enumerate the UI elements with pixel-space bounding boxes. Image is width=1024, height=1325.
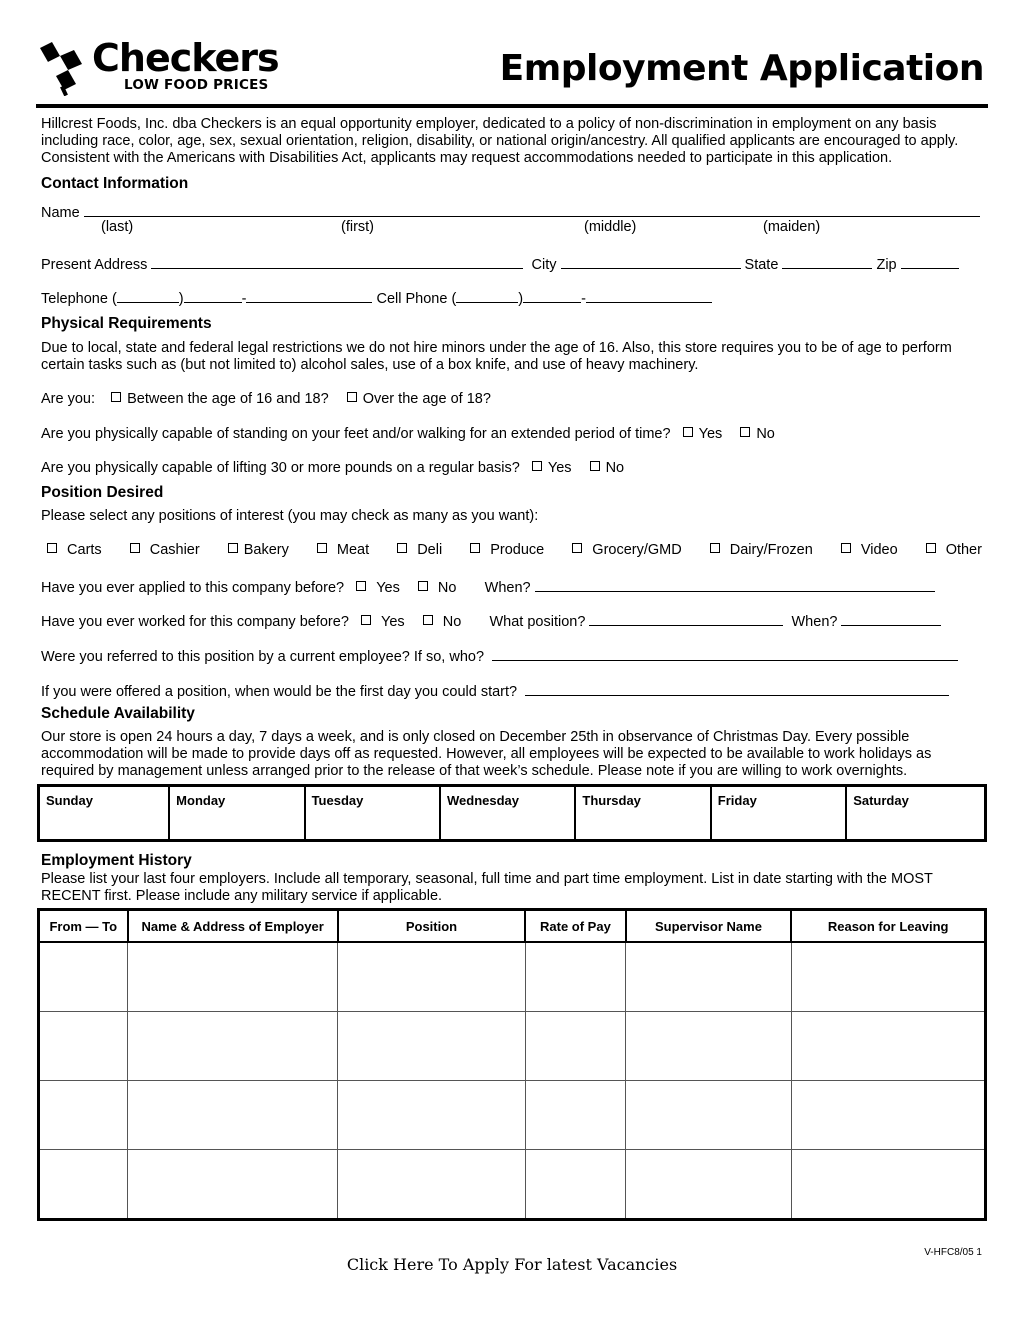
applied-yes-checkbox[interactable] bbox=[356, 581, 366, 591]
position-option-bakery[interactable] bbox=[228, 542, 289, 558]
position-option-meat[interactable] bbox=[317, 542, 369, 558]
standing-yes-label: Yes bbox=[698, 426, 723, 442]
table-row bbox=[39, 1012, 986, 1081]
worked-no-checkbox[interactable] bbox=[423, 615, 433, 625]
position-label: Deli bbox=[417, 542, 443, 558]
standing-row bbox=[41, 426, 775, 442]
history-cell[interactable] bbox=[525, 942, 625, 1012]
position-option-dairy-frozen[interactable] bbox=[710, 542, 813, 558]
applied-yes-label: Yes bbox=[376, 580, 400, 596]
table-row bbox=[39, 1150, 986, 1220]
name-label: Name bbox=[41, 205, 80, 221]
applied-when-label: When? bbox=[484, 580, 531, 596]
position-checkbox[interactable] bbox=[317, 543, 327, 553]
history-cell[interactable] bbox=[128, 1012, 338, 1081]
worked-when-label: When? bbox=[791, 614, 838, 630]
apply-vacancies-link[interactable]: Click Here To Apply For latest Vacancies bbox=[346, 1255, 678, 1274]
zip-input[interactable] bbox=[901, 254, 959, 269]
telephone-label: Telephone ( bbox=[41, 291, 117, 307]
address-input[interactable] bbox=[151, 254, 523, 269]
position-label: Produce bbox=[490, 542, 545, 558]
history-cell[interactable] bbox=[128, 942, 338, 1012]
age-16-18-checkbox[interactable] bbox=[111, 392, 121, 402]
name-field-row bbox=[41, 202, 980, 221]
applied-when-input[interactable] bbox=[535, 577, 935, 592]
intro-text: Hillcrest Foods, Inc. dba Checkers is an equal opportunity employer, dedicated to a policy of non-discrimination in employment on any basis including race, color, age, sex, sexual orientation, religion, disability, or national origin/ancestry. All qualified applicants are encouraged to apply. Consistent with the Americans with Disabilities Act, applicants may request accommodations needed to participate in this application. bbox=[41, 116, 959, 166]
physical-text: Due to local, state and federal legal restrictions we do not hire minors under the age of 16. Also, this store requires you to be of age to perform certain tasks such as (but not limited to) alcohol sales, use of a box knife, and use of heavy machinery. bbox=[41, 340, 952, 373]
worked-when-input[interactable] bbox=[841, 611, 941, 626]
schedule-day-wednesday[interactable]: Wednesday bbox=[440, 786, 575, 841]
history-cell[interactable] bbox=[525, 1081, 625, 1150]
age-label: Are you: bbox=[41, 391, 95, 407]
history-cell[interactable] bbox=[626, 1012, 792, 1081]
lifting-no-label: No bbox=[605, 460, 625, 476]
history-cell[interactable] bbox=[525, 1012, 625, 1081]
schedule-table bbox=[37, 784, 987, 842]
telephone-prefix-input[interactable] bbox=[184, 288, 242, 303]
history-cell[interactable] bbox=[791, 942, 985, 1012]
standing-no-label: No bbox=[756, 426, 775, 442]
schedule-day-sunday[interactable]: Sunday bbox=[39, 786, 170, 841]
position-option-produce[interactable] bbox=[470, 542, 544, 558]
position-option-cashier[interactable] bbox=[130, 542, 200, 558]
history-cell[interactable] bbox=[525, 1150, 625, 1220]
worked-yes-label: Yes bbox=[381, 614, 405, 630]
standing-question: Are you physically capable of standing on your feet and/or walking for an extended period of time? bbox=[41, 426, 671, 442]
col-rate-of-pay: Rate of Pay bbox=[525, 910, 625, 943]
col-supervisor: Supervisor Name bbox=[626, 910, 792, 943]
position-label: Carts bbox=[67, 542, 102, 558]
history-cell[interactable] bbox=[626, 1150, 792, 1220]
history-cell[interactable] bbox=[39, 942, 128, 1012]
schedule-day-monday[interactable]: Monday bbox=[169, 786, 304, 841]
schedule-heading: Schedule Availability bbox=[41, 705, 195, 722]
history-cell[interactable] bbox=[626, 1081, 792, 1150]
start-question: If you were offered a position, when would be the first day you could start? bbox=[41, 684, 518, 700]
position-checkbox[interactable] bbox=[841, 543, 851, 553]
position-label: Grocery/GMD bbox=[592, 542, 682, 558]
position-heading: Position Desired bbox=[41, 484, 164, 501]
worked-question: Have you ever worked for this company before? bbox=[41, 614, 349, 630]
position-checkbox[interactable] bbox=[572, 543, 582, 553]
history-cell[interactable] bbox=[791, 1081, 985, 1150]
applied-question: Have you ever applied to this company before? bbox=[41, 580, 345, 596]
history-cell[interactable] bbox=[39, 1012, 128, 1081]
position-options bbox=[47, 542, 982, 558]
lifting-row bbox=[41, 460, 624, 476]
schedule-day-saturday[interactable]: Saturday bbox=[846, 786, 985, 841]
position-checkbox[interactable] bbox=[397, 543, 407, 553]
table-row bbox=[39, 942, 986, 1012]
position-option-carts[interactable] bbox=[47, 542, 102, 558]
contact-heading: Contact Information bbox=[41, 175, 189, 192]
position-label: Video bbox=[860, 542, 898, 558]
col-from-to: From — To bbox=[39, 910, 128, 943]
history-cell[interactable] bbox=[338, 1012, 526, 1081]
position-option-other[interactable] bbox=[926, 542, 982, 558]
name-input[interactable] bbox=[84, 202, 980, 217]
position-option-video[interactable] bbox=[841, 542, 898, 558]
position-label: Dairy/Frozen bbox=[729, 542, 813, 558]
age-over-18-label: Over the age of 18? bbox=[362, 391, 491, 407]
history-cell[interactable] bbox=[791, 1150, 985, 1220]
lifting-yes-checkbox[interactable] bbox=[532, 461, 542, 471]
position-option-grocery[interactable] bbox=[572, 542, 681, 558]
worked-no-label: No bbox=[442, 614, 462, 630]
applied-no-label: No bbox=[437, 580, 457, 596]
name-part-middle: (middle) bbox=[584, 219, 637, 235]
name-part-maiden: (maiden) bbox=[763, 219, 821, 235]
address-row bbox=[41, 254, 959, 273]
telephone-line-input[interactable] bbox=[246, 288, 372, 303]
schedule-day-thursday[interactable]: Thursday bbox=[575, 786, 710, 841]
schedule-text: Our store is open 24 hours a day, 7 days a week, and is only closed on December 25th in observance of Christmas Day. Every possible accommodation will be made to provide days off as requested. However, all employees will be expected to be available to work holidays as required by management unless arranged prior to the release of that week’s schedule. Please note if you are willing to work overnights. bbox=[41, 729, 932, 779]
schedule-day-friday[interactable]: Friday bbox=[711, 786, 846, 841]
position-checkbox[interactable] bbox=[470, 543, 480, 553]
history-cell[interactable] bbox=[338, 942, 526, 1012]
worked-row bbox=[41, 611, 941, 630]
form-code: V-HFC8/05 1 bbox=[924, 1247, 982, 1258]
position-checkbox[interactable] bbox=[130, 543, 140, 553]
schedule-day-tuesday[interactable]: Tuesday bbox=[305, 786, 440, 841]
cell-line-input[interactable] bbox=[586, 288, 712, 303]
history-cell[interactable] bbox=[626, 942, 792, 1012]
physical-heading: Physical Requirements bbox=[41, 315, 212, 332]
col-position: Position bbox=[338, 910, 526, 943]
brand-tagline: LOW FOOD PRICES bbox=[124, 77, 269, 93]
name-part-last: (last) bbox=[101, 219, 134, 235]
lifting-yes-label: Yes bbox=[547, 460, 572, 476]
page-title: Employment Application bbox=[499, 48, 984, 89]
what-position-label: What position? bbox=[489, 614, 586, 630]
brand-name: Checkers bbox=[92, 36, 279, 80]
telephone-area-input[interactable] bbox=[117, 288, 179, 303]
history-cell[interactable] bbox=[128, 1150, 338, 1220]
lifting-no-checkbox[interactable] bbox=[590, 461, 600, 471]
zip-label: Zip bbox=[876, 257, 897, 273]
start-row bbox=[41, 681, 949, 700]
referred-row bbox=[41, 646, 958, 665]
age-16-18-label: Between the age of 16 and 18? bbox=[127, 391, 329, 407]
worked-yes-checkbox[interactable] bbox=[361, 615, 371, 625]
schedule-row bbox=[39, 786, 986, 841]
position-prompt: Please select any positions of interest (you may check as many as you want): bbox=[41, 508, 539, 524]
history-text: Please list your last four employers. Include all temporary, seasonal, full time and part time employment. List in date starting with the MOST RECENT first. Please include any military service if applicable. bbox=[41, 871, 933, 904]
history-cell[interactable] bbox=[338, 1150, 526, 1220]
employment-history-table bbox=[37, 908, 987, 1221]
what-position-input[interactable] bbox=[589, 611, 783, 626]
position-checkbox[interactable] bbox=[228, 543, 238, 553]
age-row bbox=[41, 391, 491, 407]
name-part-first: (first) bbox=[341, 219, 375, 235]
position-checkbox[interactable] bbox=[710, 543, 720, 553]
city-input[interactable] bbox=[561, 254, 741, 269]
history-heading: Employment History bbox=[41, 852, 192, 869]
lifting-question: Are you physically capable of lifting 30 or more pounds on a regular basis? bbox=[41, 460, 520, 476]
address-label: Present Address bbox=[41, 257, 148, 273]
position-checkbox[interactable] bbox=[47, 543, 57, 553]
col-reason-leaving: Reason for Leaving bbox=[791, 910, 985, 943]
checkered-flag-logo-icon bbox=[40, 42, 86, 96]
applied-row bbox=[41, 577, 935, 596]
cell-area-input[interactable] bbox=[456, 288, 518, 303]
cell-prefix-input[interactable] bbox=[523, 288, 581, 303]
position-label: Other bbox=[945, 542, 982, 558]
history-header-row bbox=[39, 910, 986, 943]
table-row bbox=[39, 1081, 986, 1150]
state-label: State bbox=[744, 257, 779, 273]
phone-row: Telephone ( ) - Cell Phone ( ) - bbox=[41, 288, 712, 307]
position-label: Meat bbox=[336, 542, 370, 558]
history-cell[interactable] bbox=[791, 1012, 985, 1081]
history-cell[interactable] bbox=[128, 1081, 338, 1150]
cell-label: Cell Phone ( bbox=[376, 291, 457, 307]
col-employer: Name & Address of Employer bbox=[128, 910, 338, 943]
referred-input[interactable] bbox=[492, 646, 958, 661]
age-over-18-checkbox[interactable] bbox=[347, 392, 357, 402]
standing-no-checkbox[interactable] bbox=[740, 427, 750, 437]
start-date-input[interactable] bbox=[525, 681, 949, 696]
referred-question: Were you referred to this position by a current employee? If so, who? bbox=[41, 649, 485, 665]
history-cell[interactable] bbox=[39, 1081, 128, 1150]
history-cell[interactable] bbox=[39, 1150, 128, 1220]
state-input[interactable] bbox=[782, 254, 872, 269]
position-label: Cashier bbox=[149, 542, 200, 558]
header-rule bbox=[36, 104, 988, 108]
history-cell[interactable] bbox=[338, 1081, 526, 1150]
standing-yes-checkbox[interactable] bbox=[683, 427, 693, 437]
applied-no-checkbox[interactable] bbox=[418, 581, 428, 591]
position-checkbox[interactable] bbox=[926, 543, 936, 553]
position-option-deli[interactable] bbox=[397, 542, 442, 558]
position-label: Bakery bbox=[243, 542, 289, 558]
city-label: City bbox=[531, 257, 557, 273]
